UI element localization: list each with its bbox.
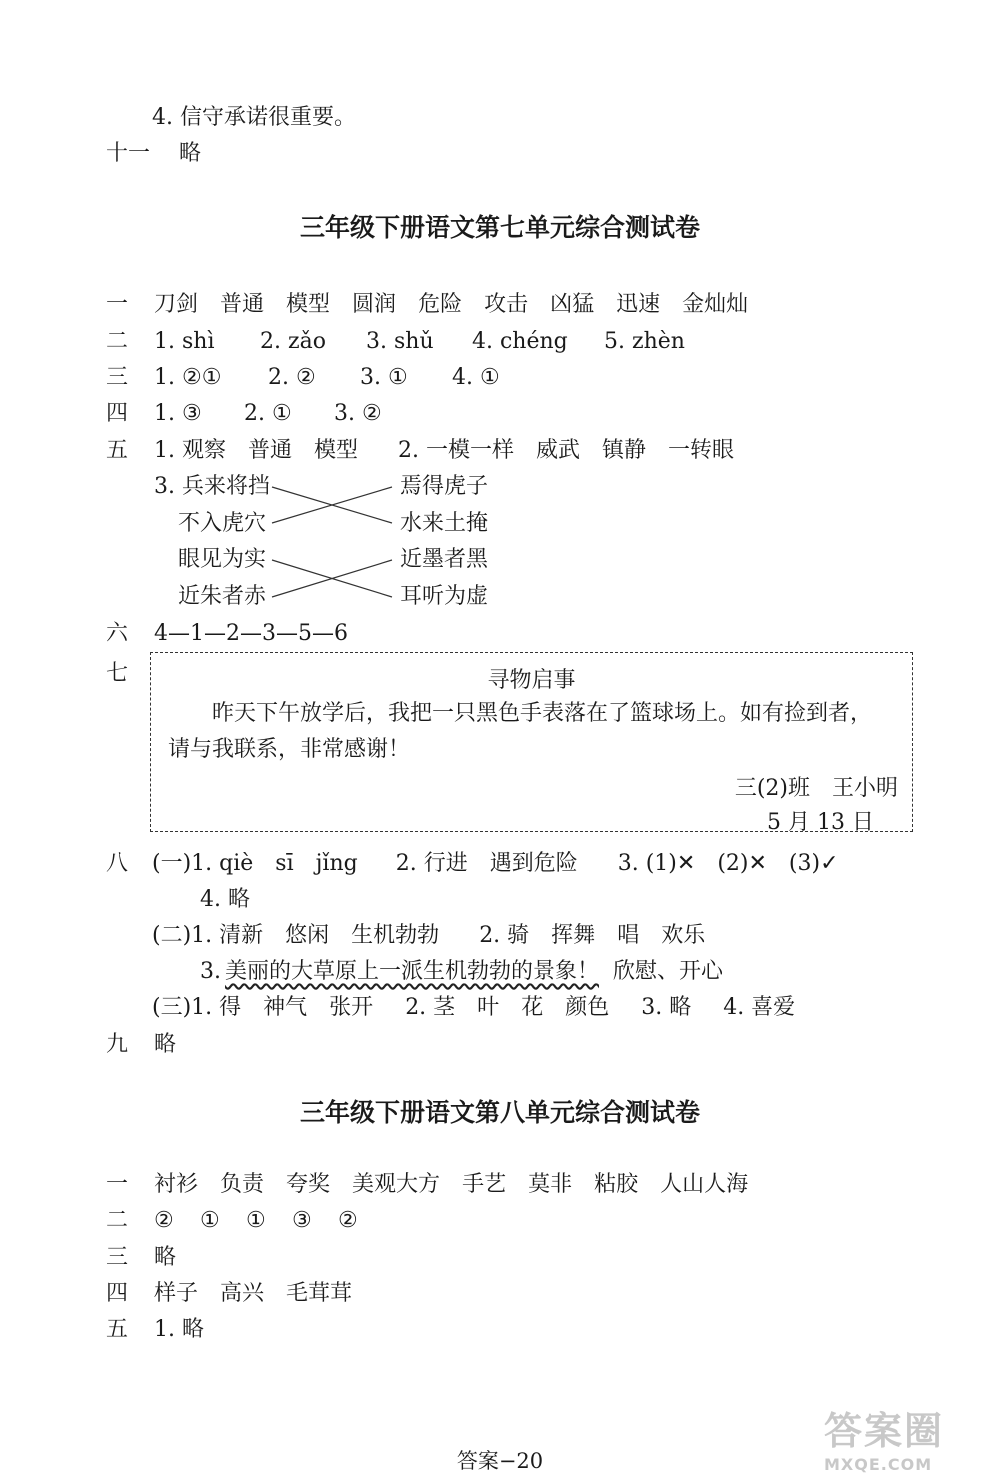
- answer-choice: 3. ①: [360, 365, 408, 390]
- answer-choice: ②: [338, 1208, 358, 1233]
- unit8-q2: [106, 1206, 358, 1236]
- answer-text: (三)1. 得: [152, 995, 242, 1020]
- answer-text: 2. 骑: [479, 923, 530, 948]
- answer-choice: 2. ②: [268, 365, 316, 390]
- notice-date: 5 月 13 日: [767, 810, 874, 835]
- answer-text: 2. 茎: [405, 995, 456, 1020]
- unit8-q5: [106, 1315, 204, 1345]
- answer-text: 悠闲: [285, 923, 330, 948]
- answer-text: 2. 行进: [395, 851, 468, 876]
- answer-word: 夸奖: [286, 1172, 331, 1197]
- unit7-q8-part2-line2: [200, 957, 723, 987]
- match-right-1: 焉得虎子: [400, 474, 489, 499]
- answer-word: 2. 一模一样: [398, 438, 514, 463]
- unit7-q8-part3-line1: [152, 993, 795, 1023]
- answer-word: 刀剑: [154, 292, 199, 317]
- answer-word: 模型: [314, 438, 359, 463]
- question-number: 一: [106, 1172, 129, 1197]
- watermark-url: MXQE.COM: [824, 1455, 933, 1474]
- answer-word: 危险: [418, 292, 463, 317]
- unit7-title: 三年级下册语文第七单元综合测试卷: [299, 213, 700, 242]
- answer-word: 圆润: [352, 292, 397, 317]
- answer-word: 一转眼: [668, 438, 735, 463]
- answer-text: 略: [179, 141, 202, 166]
- answer-word: 手艺: [462, 1172, 507, 1197]
- answer-text: 叶: [477, 995, 500, 1020]
- match-left-1: 3. 兵来将挡: [154, 474, 270, 499]
- answer-text: 3. (1)✕ (2)✕ (3)✓: [617, 851, 839, 876]
- answer-choice: ①: [200, 1208, 220, 1233]
- notice-signature: 三(2)班 王小明: [734, 776, 898, 801]
- answer-text: 花: [521, 995, 544, 1020]
- watermark-logo: [824, 1400, 996, 1480]
- answer-text: 挥舞: [551, 923, 596, 948]
- answer-choice: 3. ②: [334, 401, 382, 426]
- question-number: 五: [106, 1317, 129, 1342]
- answer-number: 3.: [200, 959, 221, 984]
- answer-word: 毛茸茸: [286, 1281, 353, 1306]
- answer-text: 略: [154, 1245, 177, 1270]
- answer-text: 略: [154, 1032, 177, 1057]
- answer-word: 金灿灿: [682, 292, 749, 317]
- question-number: 八: [106, 851, 129, 876]
- answer-text: 3. 略: [641, 995, 692, 1020]
- unit7-q6: [106, 619, 348, 649]
- notice-body-line1: 昨天下午放学后，我把一只黑色手表落在了篮球场上。如有捡到者，: [212, 701, 873, 726]
- answer-choice: 1. ③: [154, 401, 202, 426]
- answer-item-4: 4. 信守承诺很重要。: [152, 105, 356, 130]
- match-right-3: 近墨者黑: [400, 547, 489, 572]
- question-number: 二: [106, 1208, 129, 1233]
- match-right-4: 耳听为虚: [400, 584, 489, 609]
- answer-word: 普通: [247, 438, 292, 463]
- answer-pinyin: 3. shǔ: [366, 329, 434, 354]
- answer-word: 镇静: [602, 438, 647, 463]
- question-number: 九: [106, 1032, 129, 1057]
- answer-text: 颜色: [565, 995, 610, 1020]
- lost-notice-box: [150, 652, 913, 835]
- answer-word: 样子: [154, 1281, 199, 1306]
- answer-word: 1. 观察: [154, 438, 226, 463]
- unit8-q4: [106, 1279, 352, 1309]
- question-number: 六: [106, 621, 129, 646]
- match-left-3: 眼见为实: [178, 547, 267, 572]
- answer-text: 张开: [329, 995, 374, 1020]
- answer-text: 遇到危险: [489, 851, 578, 876]
- answer-choice: 2. ①: [244, 401, 292, 426]
- answer-word: 负责: [220, 1172, 265, 1197]
- match-left-4: 近朱者赤: [178, 584, 267, 609]
- answer-word: 莫非: [528, 1172, 573, 1197]
- question-number: 三: [106, 365, 129, 390]
- notice-title: 寻物启事: [487, 668, 576, 693]
- answer-word: 人山人海: [660, 1172, 749, 1197]
- answer-text: 神气: [263, 995, 308, 1020]
- answer-text: 欣慰、开心: [613, 959, 724, 984]
- answer-word: 衬衫: [154, 1172, 199, 1197]
- question-number: 二: [106, 329, 129, 354]
- answer-choice: ②: [154, 1208, 174, 1233]
- answer-pinyin: 5. zhèn: [604, 329, 685, 354]
- answer-pinyin: 2. zǎo: [260, 329, 326, 354]
- unit8-q1: [106, 1170, 748, 1200]
- answer-text: 唱: [617, 923, 640, 948]
- question-number: 一: [106, 292, 129, 317]
- answer-choice: 4. ①: [452, 365, 500, 390]
- answer-word: 凶猛: [550, 292, 595, 317]
- question-number: 五: [106, 438, 129, 463]
- answer-word: 普通: [220, 292, 265, 317]
- answer-word: 威武: [536, 438, 581, 463]
- unit7-q8-part2-line1: [152, 921, 705, 951]
- unit7-q9: [106, 1030, 176, 1060]
- page-number: 答案−20: [456, 1449, 544, 1473]
- answer-text: 1. 略: [154, 1317, 204, 1342]
- unit7-q8-part1-line2: 4. 略: [200, 887, 250, 912]
- question-number: 四: [106, 1281, 129, 1306]
- answer-word: 模型: [286, 292, 331, 317]
- wavy-underlined-sentence: 美丽的大草原上一派生机勃勃的景象！: [225, 959, 600, 984]
- answer-text: (二)1. 清新: [152, 923, 264, 948]
- answer-word: 迅速: [616, 292, 661, 317]
- answer-text: 生机勃勃: [351, 923, 440, 948]
- unit8-q3: [106, 1243, 176, 1273]
- answer-choice: ③: [292, 1208, 312, 1233]
- answer-choice: ①: [246, 1208, 266, 1233]
- answer-word: 粘胶: [594, 1172, 639, 1197]
- question-number: 七: [106, 661, 129, 686]
- match-left-2: 不入虎穴: [178, 511, 267, 536]
- answer-pinyin: 4. chéng: [472, 329, 568, 354]
- answer-sequence: 4—1—2—3—5—6: [154, 621, 348, 646]
- answer-text: 欢乐: [661, 923, 706, 948]
- watermark-text: 答案圈: [824, 1409, 945, 1453]
- answer-word: 攻击: [484, 292, 529, 317]
- question-number: 四: [106, 401, 129, 426]
- unit7-q8-part1-line1: [106, 849, 839, 879]
- answer-word: 美观大方: [352, 1172, 441, 1197]
- answer-text: 4. 喜爱: [723, 995, 796, 1020]
- unit8-title: 三年级下册语文第八单元综合测试卷: [299, 1098, 700, 1127]
- notice-body-line2: 请与我联系，非常感谢！: [168, 737, 411, 762]
- answer-pinyin: 1. shì: [154, 329, 215, 354]
- answer-choice: 1. ②①: [154, 365, 222, 390]
- match-right-2: 水来土掩: [400, 511, 489, 536]
- question-number: 十一: [106, 141, 151, 166]
- answer-text: (一)1. qiè sī jǐng: [152, 851, 358, 876]
- answer-word: 高兴: [220, 1281, 265, 1306]
- question-number: 三: [106, 1245, 129, 1270]
